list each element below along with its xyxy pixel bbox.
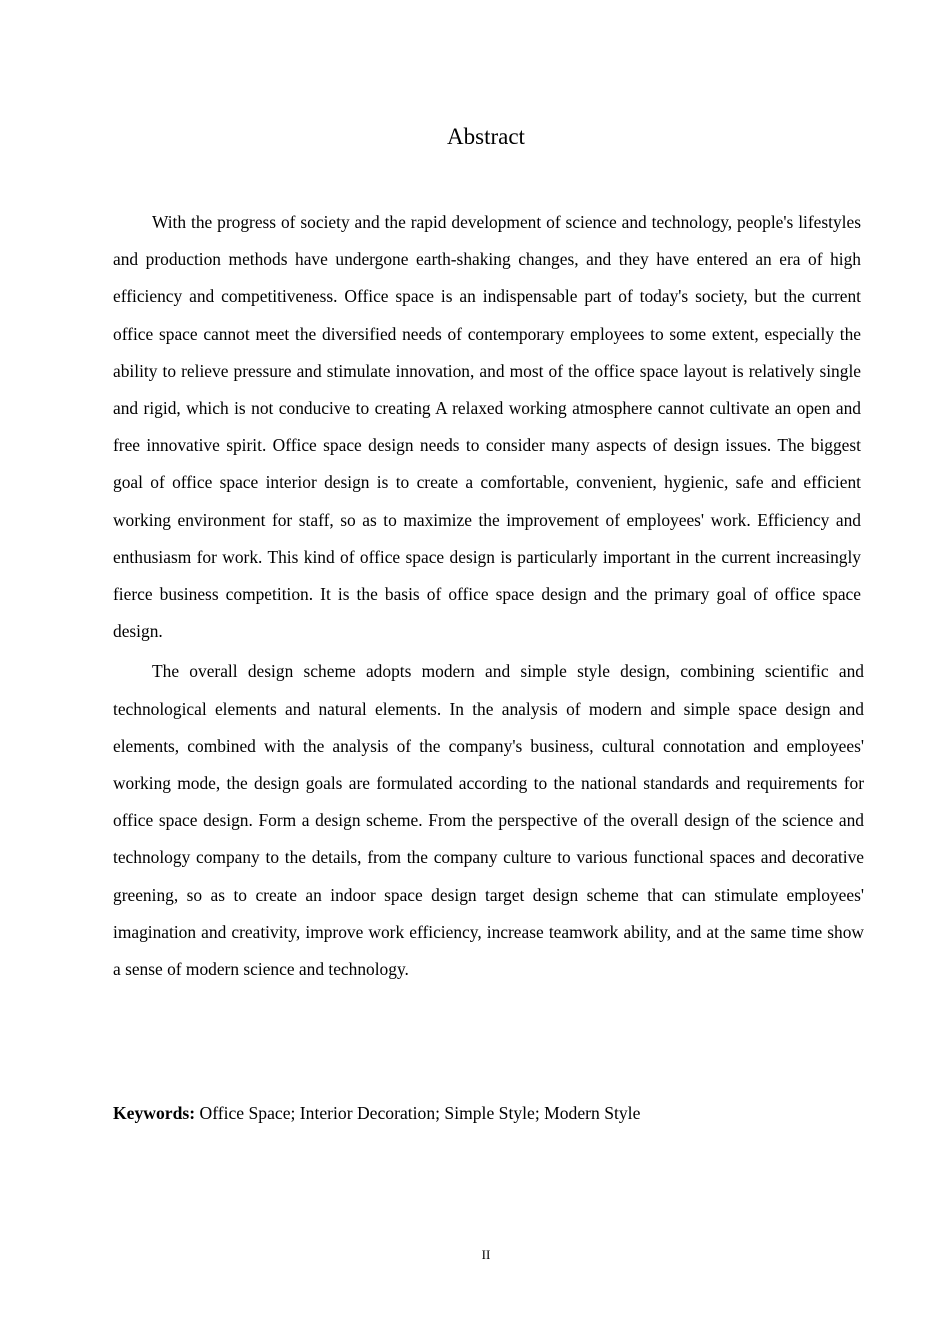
page-number: II	[481, 1247, 491, 1262]
keywords-line	[113, 1103, 640, 1124]
keywords-label: Keywords:	[113, 1103, 196, 1123]
abstract-paragraph-2: The overall design scheme adopts modern and simple style design, combining scientific and technological elements and natural elements. In the analysis of modern and simple space design and elements, combined with the analysis of the company's business, cultural connotation and employees' working mode, the design goals are formulated according to the national standards and requirements for office space design. Form a design scheme. From the perspective of the overall design of the science and technology company to the details, from the company culture to various functional spaces and decorative greening, so as to create an indoor space design target design scheme that can stimulate employees' imagination and creativity, improve work efficiency, increase teamwork ability, and at the same time show a sense of modern science and technology.	[113, 661, 864, 980]
keywords-text: Office Space; Interior Decoration; Simple Style; Modern Style	[199, 1103, 641, 1123]
abstract-body	[113, 204, 864, 988]
abstract-paragraph-1: With the progress of society and the rapid development of science and technology, people's lifestyles and production methods have undergone earth-shaking changes, and they have entered an era of high efficiency and competitiveness. Office space is an indispensable part of today's society, but the current office space cannot meet the diversified needs of contemporary employees to some extent, especially the ability to relieve pressure and stimulate innovation, and most of the office space layout is relatively single and rigid, which is not conducive to creating A relaxed working atmosphere cannot cultivate an open and free innovative spirit. Office space design needs to consider many aspects of design issues. The biggest goal of office space interior design is to create a comfortable, convenient, hygienic, safe and efficient working environment for staff, so as to maximize the improvement of employees' work. Efficiency and enthusiasm for work. This kind of office space design is particularly important in the current increasingly fierce business competition. It is the basis of office space design and the primary goal of office space design.	[113, 212, 861, 642]
abstract-title: Abstract	[447, 124, 525, 149]
